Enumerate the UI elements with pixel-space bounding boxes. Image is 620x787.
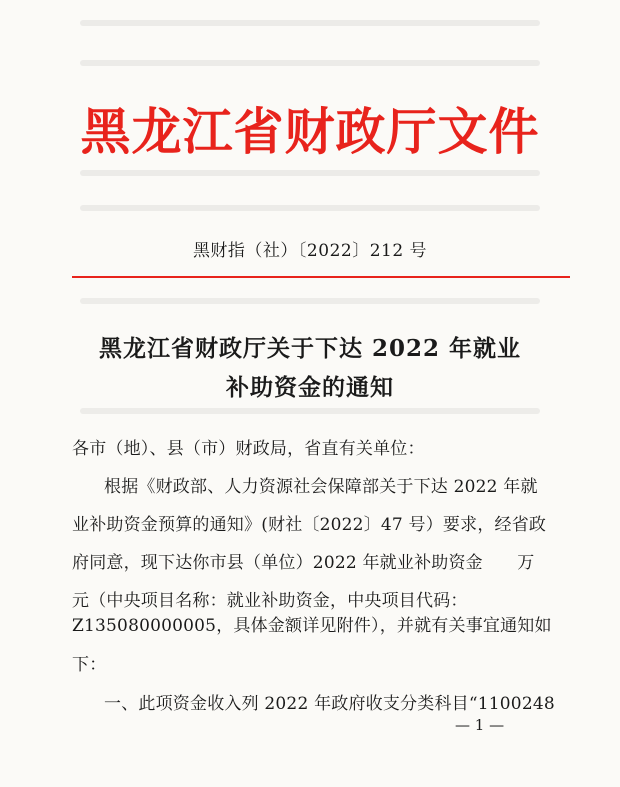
body-line: 业补助资金预算的通知》(财社〔2022〕47 号）要求，经省政 [72,515,547,535]
body-line: 府同意，现下达你市县（单位）2022 年就业补助资金 万 [72,553,535,573]
org-header-title: 黑龙江省财政厅文件 [80,102,540,161]
body-line: 下： [72,655,107,675]
red-divider-line [72,276,570,278]
salutation: 各市（地）、县（市）财政局，省直有关单位： [72,439,425,459]
body-line: 一、此项资金收入列 2022 年政府收支分类科目“1100248 [104,694,555,714]
document-title-line-1: 黑龙江省财政厅关于下达 2022 年就业 [98,335,522,362]
body-line: 根据《财政部、人力资源社会保障部关于下达 2022 年就 [104,477,538,497]
document-number: 黑财指（社）〔2022〕212 号 [192,241,428,261]
document-title-line-2: 补助资金的通知 [226,374,394,401]
body-line: Z135080000005，具体金额详见附件），并就有关事宜通知如 [72,616,552,636]
body-line: 元（中央项目名称：就业补助资金，中央项目代码： [72,591,468,611]
page-number: — 1 — [455,716,505,734]
